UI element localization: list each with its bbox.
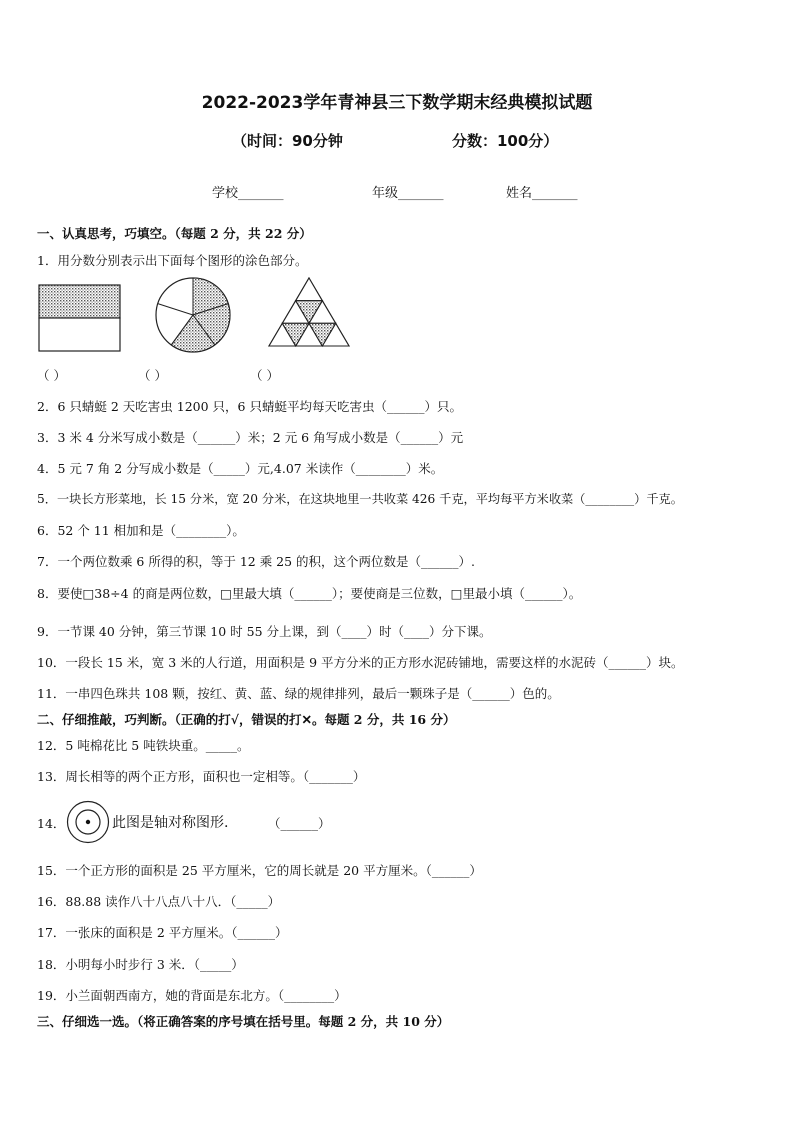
question-17: 17．一张床的面积是 2 平方厘米。（______） (37, 925, 288, 940)
fraction-figures (0, 0, 794, 400)
triangle-figure (269, 278, 349, 346)
question-13: 13．周长相等的两个正方形，面积也一定相等。（_______） (37, 769, 366, 784)
exam-time: （时间：90分钟 (232, 132, 343, 150)
figure-3-answer[interactable]: （ ） (250, 368, 279, 383)
question-2: 2．6 只蜻蜓 2 天吃害虫 1200 只，6 只蜻蜓平均每天吃害虫（______）只。 (37, 399, 462, 414)
question-18: 18．小明每小时步行 3 米．（_____） (37, 957, 244, 972)
section-3-heading: 三、仔细选一选。（将正确答案的序号填在括号里。每题 2 分，共 10 分） (37, 1014, 450, 1029)
question-14-number: 14． (37, 816, 66, 831)
page-title: 2022-2023学年青神县三下数学期末经典模拟试题 (201, 93, 593, 113)
question-19: 19．小兰面朝西南方，她的背面是东北方。（________） (37, 988, 347, 1003)
question-6: 6．52 个 11 相加和是（________）。 (37, 523, 245, 538)
school-field[interactable]: 学校_______ (212, 186, 284, 201)
question-10: 10．一段长 15 米，宽 3 米的人行道，用面积是 9 平方分米的正方形水泥砖铺地，需要这样的水泥砖（______）块。 (37, 655, 684, 670)
section-2-heading: 二、仔细推敲，巧判断。（正确的打√，错误的打✕。每题 2 分，共 16 分） (37, 712, 456, 727)
circle-figure (156, 278, 230, 352)
question-1: 1．用分数分别表示出下面每个图形的涂色部分。 (37, 253, 308, 268)
figure-2-answer[interactable]: （ ） (138, 368, 167, 383)
grade-field[interactable]: 年级_______ (372, 186, 444, 201)
question-7: 7．一个两位数乘 6 所得的积，等于 12 乘 25 的积，这个两位数是（______）. (37, 554, 476, 569)
exam-score: 分数：100分） (452, 132, 559, 150)
question-16: 16．88.88 读作八十八点八十八．（_____） (37, 894, 281, 909)
name-field[interactable]: 姓名_______ (506, 186, 578, 201)
section-1-heading: 一、认真思考，巧填空。（每题 2 分，共 22 分） (37, 226, 312, 241)
question-8: 8．要使□38÷4 的商是两位数，□里最大填（______）；要使商是三位数，□里最小填（______）。 (37, 586, 582, 601)
question-15: 15．一个正方形的面积是 25 平方厘米，它的周长就是 20 平方厘米。（______） (37, 863, 482, 878)
question-14-blank[interactable]: （______） (268, 816, 331, 831)
question-14-text: 此图是轴对称图形. (112, 815, 229, 831)
question-4: 4．5 元 7 角 2 分写成小数是（_____）元,4.07 米读作（________）米。 (37, 461, 444, 476)
concentric-circles-figure (66, 800, 110, 844)
figure-1-answer[interactable]: （ ） (37, 368, 66, 383)
question-12: 12．5 吨棉花比 5 吨铁块重。_____。 (37, 738, 250, 753)
question-3: 3．3 米 4 分米写成小数是（______）米；2 元 6 角写成小数是（______）元 (37, 430, 464, 445)
question-5: 5．一块长方形菜地，长 15 分米，宽 20 分米，在这块地里一共收菜 426 千克，平均每平方米收菜（________）千克。 (37, 492, 683, 506)
rectangle-figure (39, 285, 120, 351)
question-11: 11．一串四色珠共 108 颗，按红、黄、蓝、绿的规律排列，最后一颗珠子是（______）色的。 (37, 686, 560, 701)
question-9: 9．一节课 40 分钟，第三节课 10 时 55 分上课，到（____）时（____）分下课。 (37, 624, 492, 639)
